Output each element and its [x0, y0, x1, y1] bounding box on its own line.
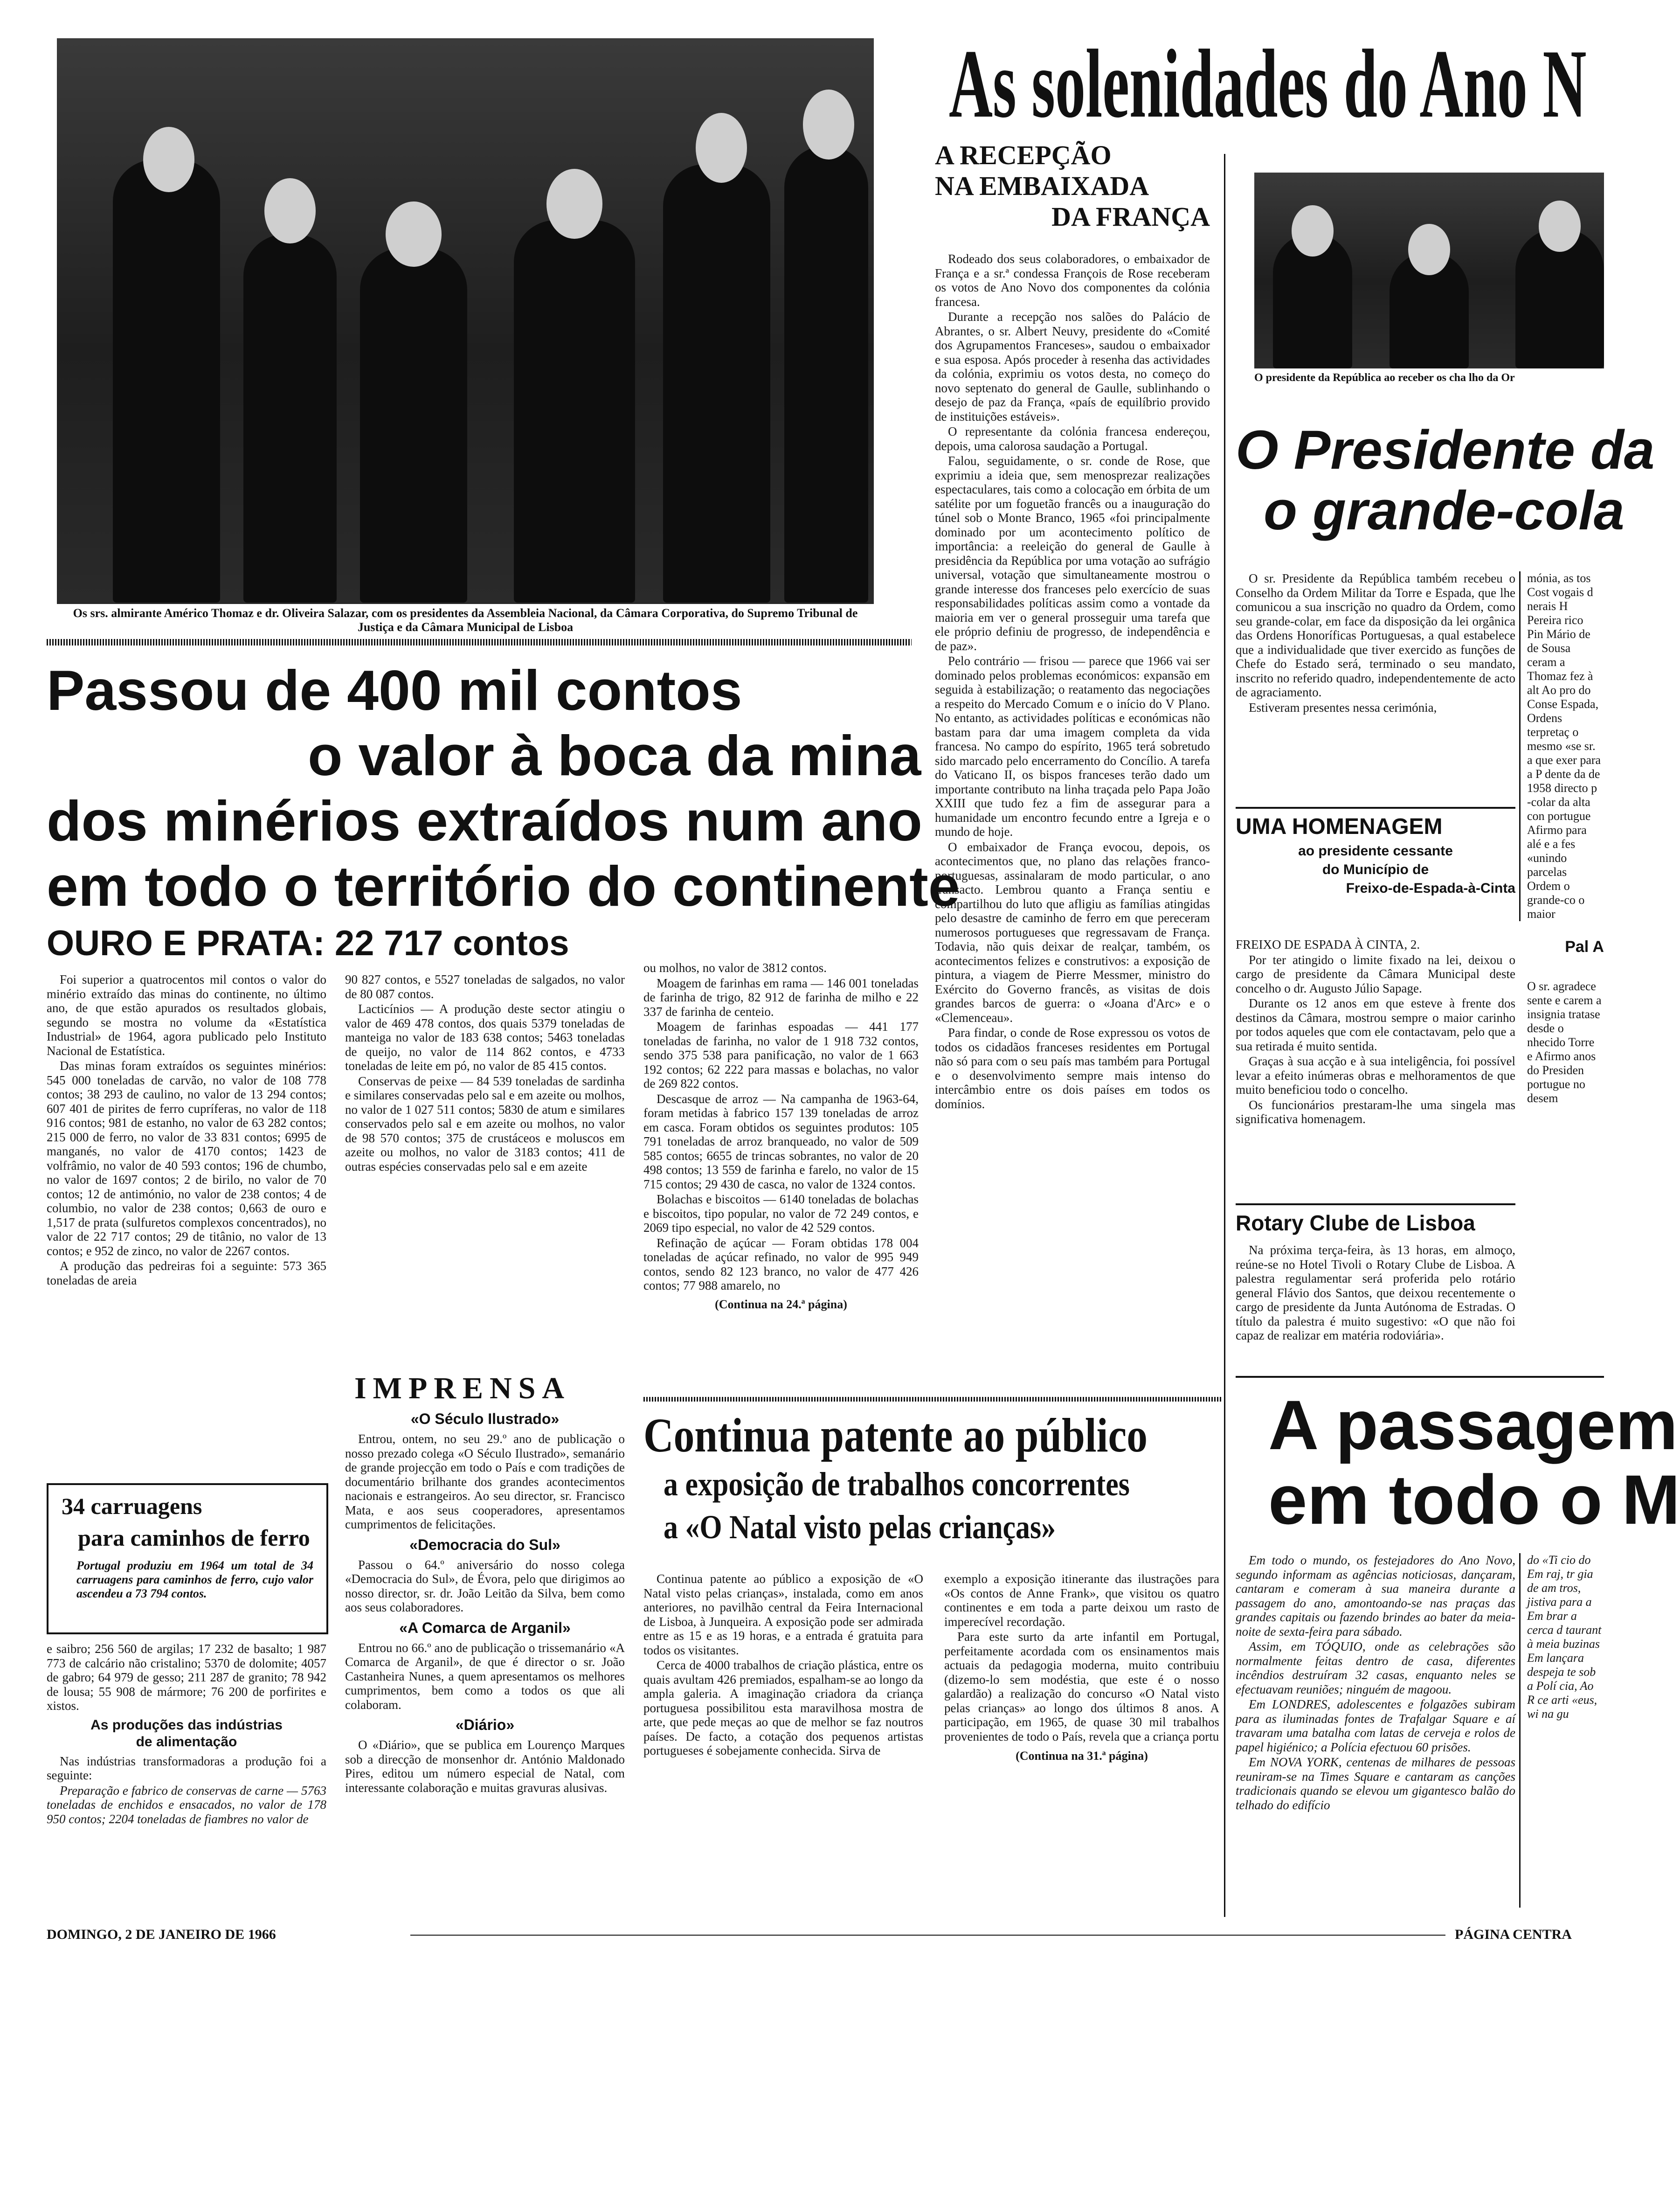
article-paragraph: Descasque de arroz — Na campanha de 1963-64, foram metidas à fabrico 157 139 toneladas de arroz em casca. Foram obtidos os seguintes produtos: 105 791 toneladas de arroz branqueado, no valor de 509 585 contos; 6655 de trincas sobrantes, no valor de 20 498 contos; 13 559 de farinha e farelo, no valor de 15 715 contos; 29 430 de casca, no valor de 1324 contos.	[643, 1091, 919, 1191]
article-paragraph: Conservas de peixe — 84 539 toneladas de sardinha e similares conservadas pelo sal e em azeite ou molhos, no valor de 1 027 511 contos; 5830 de atum e similares conservados pelo sal e em azeite ou molhos, no valor de 98 570 contos; 375 de crustáceos e moluscos em azeite ou molhos, no valor de 3183 contos; 411 de outras espécies conservadas pelo sal e em azeite	[345, 1074, 625, 1173]
homenagem-sub-2: do Município de	[1322, 862, 1429, 877]
article-paragraph: Por ter atingido o limite fixado na lei, deixou o cargo de presidente da Câmara Municipal deste concelho o dr. Augusto Júlio Sapage.	[1236, 952, 1515, 995]
footer-rule	[410, 1935, 1445, 1936]
presidente-headline-line1: O Presidente da	[1236, 419, 1655, 481]
article-paragraph: Foi superior a quatrocentos mil contos o valor do minério extraído das minas do continente, no último ano, de que estão apurados os resultados globais, segundo se mostra no volume da «Estatística Industrial» de 1964, agora publicado pelo Instituto Nacional de Estatística.	[47, 972, 326, 1058]
article-paragraph: Bolachas e biscoitos — 6140 toneladas de bolachas e biscoitos, tipo popular, no valor de 72 249 contos, e 2069 tipo especial, no valor de 42 529 contos.	[643, 1192, 919, 1235]
article-paragraph: Refinação de açúcar — Foram obtidas 178 004 toneladas de açúcar refinado, no valor de 995 949 contos, sendo 82 123 branco, no valor de 477 426 contos; 77 988 amarelo, no	[643, 1236, 919, 1292]
mina-article-col1b	[47, 1642, 326, 1827]
article-paragraph: Estiveram presentes nessa cerimónia,	[1249, 700, 1437, 715]
article-paragraph: Para findar, o conde de Rose expressou os votos de todos os cidadãos franceses residentes em Portugal não só para com o seu país mas também para Portugal e o desenvolvimento sempre mais intenso do intercâmbio entre os dois países em todos os domínios.	[935, 1026, 1210, 1111]
section-divider	[1236, 1203, 1515, 1205]
imprensa-sub-2: «Democracia do Sul»	[409, 1536, 560, 1553]
separator-rule	[643, 1397, 1222, 1402]
passagem-headline-line2: em todo o M	[1268, 1460, 1680, 1539]
photo-president-caption: O presidente da República ao receber os cha lho da Or	[1254, 372, 1515, 384]
mina-headline-line2: o valor à boca da mina	[308, 724, 921, 787]
carruagens-title-1: 34 carruagens	[62, 1493, 202, 1519]
exposicao-headline-line3: a «O Natal visto pelas crianças»	[664, 1508, 1056, 1546]
article-paragraph: Moagem de farinhas em rama — 146 001 toneladas de farinha de trigo, 82 912 de farinha de milho e 22 337 de farinha de centeio.	[643, 976, 919, 1019]
embaixada-article	[935, 252, 1210, 1112]
mina-headline-line3: dos minérios extraídos num ano	[47, 789, 922, 853]
column-divider	[1519, 1553, 1521, 1908]
homenagem-block	[1236, 814, 1515, 900]
passagem-headline-line1: A passagem	[1268, 1386, 1678, 1464]
passagem-headline	[1268, 1386, 1680, 1539]
presidente-headline	[1236, 419, 1655, 542]
rotary-title: Rotary Clube de Lisboa	[1236, 1211, 1475, 1235]
presidente-article	[1236, 571, 1515, 715]
article-paragraph: Durante os 12 anos em que esteve à frente dos destinos da Câmara, mostrou sempre o maior carinho por todos aqueles que com ele contactavam, pelo que a sua retirada é muito sentida.	[1236, 996, 1515, 1053]
rotary-article	[1236, 1243, 1515, 1344]
article-dateline: FREIXO DE ESPADA À CINTA, 2.	[1236, 937, 1420, 951]
article-paragraph: O representante da colónia francesa endereçou, depois, uma calorosa saudação a Portugal.	[935, 424, 1210, 453]
separator-rule	[47, 639, 912, 646]
homenagem-title: UMA HOMENAGEM	[1236, 814, 1443, 839]
homenagem-sub-3: Freixo-de-Espada-à-Cinta	[1346, 881, 1515, 896]
imprensa-sub-1: «O Século Ilustrado»	[410, 1410, 560, 1427]
homenagem-sub-1: ao presidente cessante	[1298, 843, 1453, 859]
footer-page: PÁGINA CENTRA	[1455, 1927, 1572, 1942]
article-paragraph: O «Diário», que se publica em Lourenço Marques sob a direcção de monsenhor dr. António Maldonado Pires, editou um número especial de Natal, com interessante colaboração e muitas gravuras alusivas.	[345, 1738, 625, 1795]
article-paragraph: Entrou, ontem, no seu 29.º ano de publicação o nosso prezado colega «O Século Ilustrado», semanário de grande projecção em todo o País e com tradições de documentário brilhante dos grandes acontecimentos nacionais e estrangeiros. Ao seu director, sr. Francisco Mata, e aos seus cooperadores, apresentamos cumprimentos de felicitações.	[345, 1432, 625, 1531]
article-paragraph: ou molhos, no valor de 3812 contos.	[643, 961, 827, 975]
article-paragraph: Passou o 64.º aniversário do nosso colega «Democracia do Sul», de Évora, pelo que dirigimos ao nosso director, sr. dr. João Leitão da Silva, bem como aos seus colaboradores.	[345, 1557, 625, 1614]
mina-kicker: OURO E PRATA: 22 717 contos	[47, 923, 569, 963]
carruagens-text: Portugal produziu em 1964 um total de 34 carruagens para caminhos de ferro, cujo valor ascendeu a 73 794 contos.	[76, 1559, 313, 1600]
article-paragraph: Cerca de 4000 trabalhos de criação plástica, entre os quais avultam 426 premiados, espalham-se ao longo da ampla galeria. A imaginação criadora da criança portuguesa possibilitou esta maravilhosa mostra de arte, que pede meças ao que de melhor se faz noutros países. De facto, a cotação dos pequenos artistas portugueses é sobejamente conhecida. Sirva de	[643, 1658, 923, 1757]
imprensa-sub-3: «A Comarca de Arganil»	[399, 1619, 571, 1636]
imprensa-sub-4: «Diário»	[455, 1716, 515, 1733]
carruagens-title-2: para caminhos de ferro	[78, 1525, 310, 1551]
article-paragraph: mónia, as tos Cost vogais d nerais H Pereira rico Pin Mário de de Sousa ceram a Thomaz fez à alt Ao pro do Conse Espada, Ordens terpretaç o mesmo «se sr. a que exer para a P dente da de 1958 directo p -colar da alta con portugue Afirmo para alé e a fes «unindo parcelas Ordem o grande-co o maior	[1527, 571, 1601, 921]
article-paragraph: Na próxima terça-feira, às 13 horas, em almoço, reúne-se no Hotel Tivoli o Rotary Clube de Lisboa. A palestra regulamentar será proferida pelo rotário general Flávio dos Santos, que deixou recentemente o cargo de presidente da Junta Autónoma de Estradas. O título da palestra é muito sugestivo: «O que não foi capaz de realizar em matéria rodoviária».	[1236, 1243, 1515, 1342]
article-paragraph: Das minas foram extraídos os seguintes minérios: 545 000 toneladas de carvão, no valor de 108 778 contos; 38 293 de caulino, no valor de 13 294 contos; 607 401 de pirites de ferro cupríferas, no valor de 118 916 contos; 981 de estanho, no valor de 63 282 contos; 215 000 de ferro, no valor de 33 831 contos; 6995 de manganés, no valor de 4170 contos; 1423 de volfrâmio, no valor de 40 593 contos; 196 de chumbo, no valor de 1697 contos; 2 de birilo, no valor de 70 contos; 12 de antimónio, no valor de 238 contos; 4 de columbio, no valor de 238 contos; 0,663 de ouro e 1,517 de prata (sulfuretos complexos concentrados), no valor de 22 717 contos; 29 de titânio, no valor de 13 contos; e 952 de zinco, no valor de 2267 contos.	[47, 1059, 326, 1258]
continua-link[interactable]: (Continua na 31.ª página)	[1016, 1749, 1148, 1763]
article-paragraph: Os funcionários prestaram-lhe uma singela mas significativa homenagem.	[1236, 1097, 1515, 1126]
article-paragraph: Graças à sua acção e à sua inteligência, foi possível levar a efeito inúmeras obras e melhoramentos de que muito beneficiou todo o concelho.	[1236, 1054, 1515, 1097]
imprensa-block	[345, 1371, 625, 1796]
article-paragraph: Moagem de farinhas espoadas — 441 177 toneladas de farinha, no valor de 1 918 732 contos, sendo 375 538 para panificação, no valor de 1 663 192 contos; 62 222 para massas e bolachas, no valor de 269 822 contos.	[643, 1020, 919, 1090]
embaixada-title	[935, 140, 1210, 232]
article-paragraph: O embaixador de França evocou, depois, os acontecimentos que, no plano das relações franco-portuguesas, assinalaram de modo particular, o ano transacto. Lembrou quanto a França sentiu e compartilhou do luto que afligiu as famílias atingidas pelo desastre de caminho de ferro em que pereceram numerosos portugueses que regressavam de França. Todavia, não quis deixar de realçar, também, os acontecimentos felizes e construtivos: a exposição de pintura, a viagem de Pierre Messmer, ministro do Exército do Governo francês, as visitas de dois grandes barcos de guerra: o «Joana d'Arc» e o «Clemenceau».	[935, 840, 1210, 1025]
photo-officials	[57, 38, 874, 604]
exposicao-headline-line2: a exposição de trabalhos concorrentes	[664, 1465, 1130, 1503]
article-paragraph: Durante a recepção nos salões do Palácio de Abrantes, o sr. Albert Neuvy, presidente do «Comité dos Agrupamentos Franceses», saudou o embaixador e sua esposa. Após proceder à resenha das actividades da colónia, exprimiu os votos desta, no começo do novo septenato do general de Gaulle, sublinhando o desejo de paz da França, «país de equilíbrio provido de instituições estáveis».	[935, 310, 1210, 424]
article-paragraph: O sr. Presidente da República também recebeu o Conselho da Ordem Militar da Torre e Espada, que lhe comunicou a sua inscrição no quadro da Ordem, como seu grande-colar, em face da disposição da lei orgânica das Ordens Honoríficas Portuguesas, a qual estabelece que a individualidade que tiver exercido as funções de Chefe do Estado será, terminado o seu mandato, inscrito no referido quadro, independentemente de acto de agraciamento.	[1236, 571, 1515, 699]
footer-date: DOMINGO, 2 DE JANEIRO DE 1966	[47, 1927, 276, 1942]
mina-article-col1	[47, 972, 326, 1288]
column-divider	[1224, 154, 1225, 1917]
mina-headline-line1: Passou de 400 mil contos	[47, 659, 742, 722]
article-paragraph: Pelo contrário — frisou — parece que 1966 vai ser dominado pelos problemas económicos: expansão em seguida à estabilização; o reatamento das negociações a respeito do Mercado Comum e o início do V Plano. No entanto, as actividades políticas e económicas não bastam para dar uma imagem completa da vida francesa. No campo do espírito, 1965 terá sobretudo sido marcado pelo encerramento do Concílio. A tarefa do Vaticano II, os bispos franceses terão dado um importante contributo na linha traçada pelo Papa João XXIII que tudo fez a fim de assegurar para a humanidade um encontro fecundo entre a Igreja e o mundo de hoje.	[935, 654, 1210, 839]
article-paragraph: Preparação e fabrico de conservas de carne — 5763 toneladas de enchidos e ensacados, no valor de 178 950 contos; 2204 toneladas de fiambres no valor de	[47, 1783, 326, 1826]
mina-article-col2	[345, 972, 625, 1174]
embaixada-title-line1: A RECEPÇÃO	[935, 140, 1112, 170]
main-headline: As solenidades do Ano N	[949, 30, 1587, 138]
embaixada-title-line2: NA EMBAIXADA	[935, 171, 1149, 201]
exposicao-article-col2	[944, 1572, 1219, 1764]
article-paragraph: 90 827 contos, e 5527 toneladas de salgados, no valor de 80 087 contos.	[345, 972, 625, 1001]
continua-link[interactable]: (Continua na 24.ª página)	[715, 1297, 847, 1311]
mina-headline	[47, 658, 960, 919]
passagem-article-cont	[1527, 1553, 1602, 1908]
right-strip-article	[1527, 979, 1602, 1362]
presidente-headline-line2: o grande-cola	[1264, 480, 1625, 542]
homenagem-article	[1236, 937, 1515, 1127]
article-paragraph: Em LONDRES, adolescentes e folgazões subiram para as iluminadas fontes de Trafalgar Square e aí travaram uma batalha com latas de cerveja e rolos de papel higiénico; a Polícia efectuou 60 prisões.	[1236, 1697, 1515, 1754]
carruagens-box	[47, 1483, 328, 1634]
article-paragraph: do «Ti cio do Em raj, tr gia de am tros, jistiva para a Em brar a cerca d taurant à meia buzinas Em lançara despeja te sob a Polí cia, Ao R ce arti «eus, wi na gu	[1527, 1553, 1602, 1721]
exposicao-headline	[643, 1409, 1222, 1548]
mina-headline-line4: em todo o território do continente	[47, 854, 960, 918]
article-paragraph: Nas indústrias transformadoras a produção foi a seguinte:	[47, 1754, 326, 1782]
mina-article-col3	[643, 961, 919, 1312]
article-paragraph: Para este surto da arte infantil em Portugal, perfeitamente acordada com os ensinamentos mais actuais da pedagogia moderna, muito contribuiu (dizemo-lo sem modéstia, que este é o nosso galardão) a realização do concurso «O Natal visto pelas crianças» ao longo dos últimos 8 anos. A participação, em 1965, de quase 30 mil trabalhos provenientes de todo o País, revela que a criança portu	[944, 1630, 1219, 1743]
exposicao-article-col1	[643, 1572, 923, 1759]
article-paragraph: Assim, em TÓQUIO, onde as celebrações são normalmente feitas dentro de casa, diferentes incêndios destruíram 32 casas, enquanto neles se efectuavam reuniões; ninguém de magoou.	[1236, 1639, 1515, 1696]
column-divider	[1519, 571, 1521, 921]
article-paragraph: e saibro; 256 560 de argilas; 17 232 de basalto; 1 987 773 de calcário não cristalino; 5370 de dolomite; 4057 de gabro; 64 979 de gesso; 211 287 de granito; 78 942 de lousa; 55 908 de mármore; 76 200 de porfirites e xistos.	[47, 1642, 326, 1713]
passagem-article	[1236, 1553, 1515, 1813]
photo-president	[1254, 173, 1604, 368]
exposicao-headline-line1: Continua patente ao público	[643, 1409, 1148, 1462]
photo-caption: Os srs. almirante Américo Thomaz e dr. Oliveira Salazar, com os presidentes da Assembleia Nacional, da Câmara Corporativa, do Supremo Tribunal de Justiça e da Câmara Municipal de Lisboa	[73, 606, 858, 634]
article-paragraph: exemplo a exposição itinerante das ilustrações para «Os contos de Anne Frank», que visitou os quatro continentes e em toda a parte deixou um rasto de imperecível recordação.	[944, 1572, 1219, 1629]
article-paragraph: Em todo o mundo, os festejadores do Ano Novo, segundo informam as agências noticiosas, dançaram, cantaram e comeram à sua maneira durante a passagem do ano, amontoando-se nas praças das grandes capitais ou fazendo brindes ao bater da meia-noite de sexta-feira para sábado.	[1236, 1553, 1515, 1639]
article-paragraph: O sr. agradece sente e carem a insignia tratase desde o nhecido Torre e Afirmo anos do Presiden portugue no desem	[1527, 979, 1602, 1105]
right-strip-heading: Pal A	[1565, 938, 1604, 956]
article-paragraph: Entrou no 66.º ano de publicação o trissemanário «A Comarca de Arganil», de que é director o sr. João Castanheira Nunes, a quem apresentamos os melhores cumprimentos, bem como a todos os que ali colaboram.	[345, 1640, 625, 1712]
imprensa-title: IMPRENSA	[354, 1371, 571, 1405]
article-paragraph: Em NOVA YORK, centenas de milhares de pessoas reuniram-se na Times Square e cantaram as canções tradicionais quando se elevou um gigantesco balão do telhado do edifício	[1236, 1755, 1515, 1812]
section-divider	[1236, 1376, 1604, 1378]
embaixada-title-line3: DA FRANÇA	[1051, 201, 1210, 232]
article-paragraph: Lacticínios — A produção deste sector atingiu o valor de 469 478 contos, dos quais 5379 toneladas de manteiga no valor de 183 638 contos; 5463 toneladas de queijo, no valor de 114 862 contos, e 4733 toneladas de leite em pó, no valor de 85 415 contos.	[345, 1002, 625, 1073]
article-paragraph: Continua patente ao público a exposição de «O Natal visto pelas crianças», instalada, como em anos anteriores, no pavilhão central da Feira Internacional de Lisboa, à Junqueira. A exposição pode ser admirada entre as 15 e as 19 horas, e a entrada é gratuita para todos os visitantes.	[643, 1572, 923, 1657]
section-divider	[1236, 807, 1515, 809]
industrias-subhead-2: de alimentação	[136, 1734, 237, 1750]
article-paragraph: A produção das pedreiras foi a seguinte: 573 365 toneladas de areia	[47, 1259, 326, 1287]
article-paragraph: Rodeado dos seus colaboradores, o embaixador de França e a sr.ª condessa François de Rose receberam os votos de Ano Novo dos componentes da colónia francesa.	[935, 252, 1210, 309]
article-paragraph: Falou, seguidamente, o sr. conde de Rose, que exprimiu a ideia que, sem menosprezar realizações espectaculares, tais como a colocação em órbita de um satélite por um foguetão francês ou a inauguração do túnel sob o Monte Branco, 1965 «foi principalmente dominado por um acontecimento político de importância: a reeleição do general de Gaulle à presidência da República por uma votação ao sufrágio universal, votação que simultaneamente mostrou o grande interesse dos franceses pelo exercício de suas responsabilidades políticas assim como a vontade da maioria em ver o general prosseguir uma tarefa que ele próprio definiu de progresso, de independência e de paz».	[935, 454, 1210, 653]
presidente-article-cont	[1527, 571, 1602, 930]
industrias-subhead-1: As produções das indústrias	[90, 1717, 283, 1733]
